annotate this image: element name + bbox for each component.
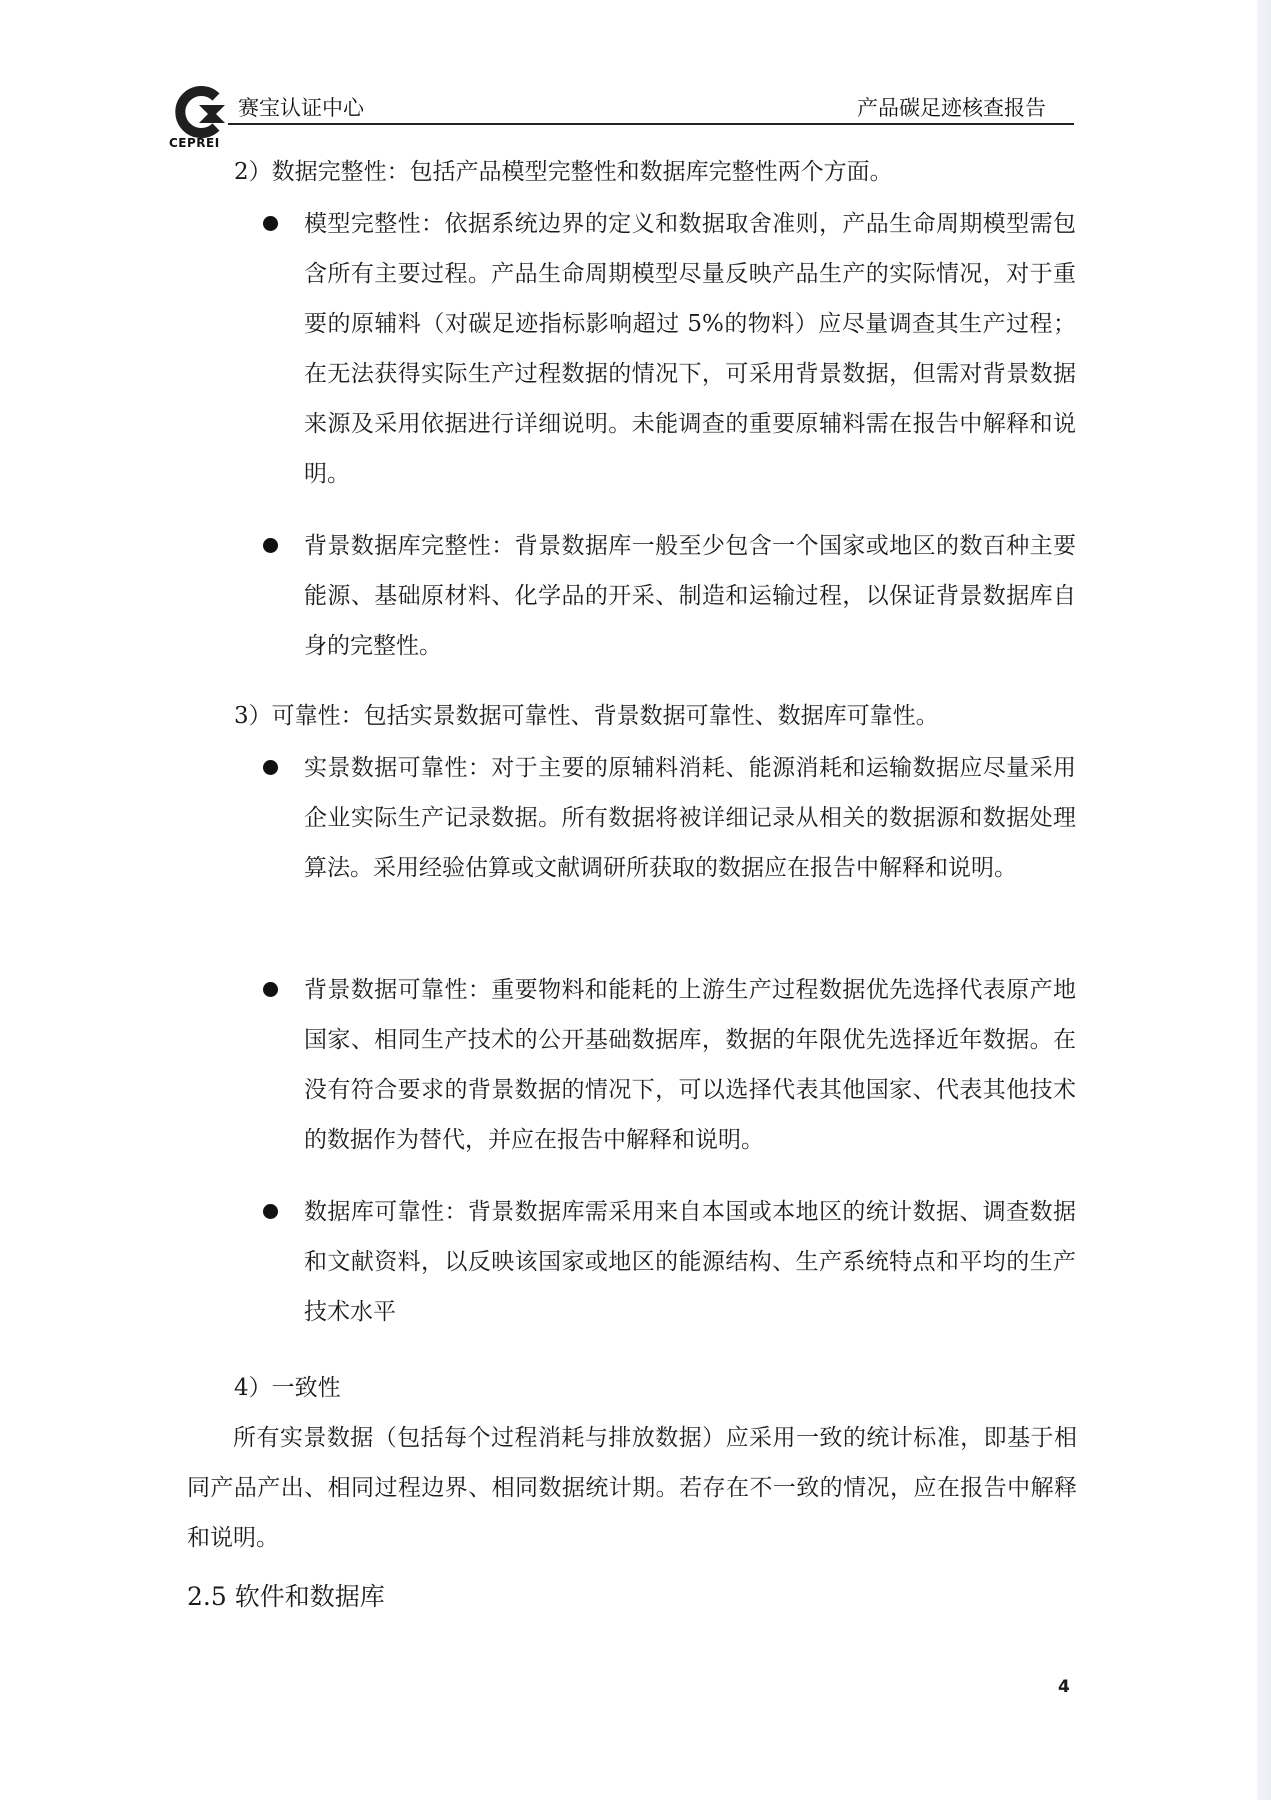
bullet-background-db-completeness: 背景数据库完整性：背景数据库一般至少包含一个国家或地区的数百种主要能源、基础原材料、化学品的开采、制造和运输过程，以保证背景数据库自身的完整性。 <box>304 533 1076 659</box>
heading-reliability: 3）可靠性：包括实景数据可靠性、背景数据可靠性、数据库可靠性。 <box>234 703 939 729</box>
bullet-marker <box>263 982 278 997</box>
header-report-title: 产品碳足迹核查报告 <box>857 96 1046 120</box>
bullet-primary-data-reliability: 实景数据可靠性：对于主要的原辅料消耗、能源消耗和运输数据应尽量采用企业实际生产记录数据。所有数据将被详细记录从相关的数据源和数据处理算法。采用经验估算或文献调研所获取的数据应在报告中解释和说明。 <box>304 755 1076 881</box>
bullet-marker <box>263 216 278 231</box>
bullet-marker <box>263 1204 278 1219</box>
bullet-model-completeness: 模型完整性：依据系统边界的定义和数据取舍准则，产品生命周期模型需包含所有主要过程。产品生命周期模型尽量反映产品生产的实际情况，对于重要的原辅料（对碳足迹指标影响超过 5%的物料）应尽量调查其生产过程；在无法获得实际生产过程数据的情况下，可采用背景数据，但需对背景数据来源及采用依据进行详细说明。未能调查的重要原辅料需在报告中解释和说明。 <box>304 211 1076 487</box>
bullet-marker <box>263 760 278 775</box>
section-heading-software-database: 2.5 软件和数据库 <box>187 1582 385 1611</box>
bullet-background-data-reliability: 背景数据可靠性：重要物料和能耗的上游生产过程数据优先选择代表原产地国家、相同生产技术的公开基础数据库，数据的年限优先选择近年数据。在没有符合要求的背景数据的情况下，可以选择代表其他国家、代表其他技术的数据作为替代，并应在报告中解释和说明。 <box>304 977 1076 1153</box>
bullet-database-reliability: 数据库可靠性：背景数据库需采用来自本国或本地区的统计数据、调查数据和文献资料，以反映该国家或地区的能源结构、生产系统特点和平均的生产技术水平 <box>304 1199 1076 1325</box>
paragraph-consistency: 所有实景数据（包括每个过程消耗与排放数据）应采用一致的统计标准，即基于相同产品产出、相同过程边界、相同数据统计期。若存在不一致的情况，应在报告中解释和说明。 <box>187 1425 1077 1551</box>
heading-consistency: 4）一致性 <box>234 1375 341 1401</box>
bullet-marker <box>263 538 278 553</box>
heading-data-completeness: 2）数据完整性：包括产品模型完整性和数据库完整性两个方面。 <box>234 159 893 185</box>
logo-text: CEPREI <box>169 136 220 150</box>
page-number: 4 <box>1058 1677 1070 1697</box>
header-org-name: 赛宝认证中心 <box>238 96 364 120</box>
